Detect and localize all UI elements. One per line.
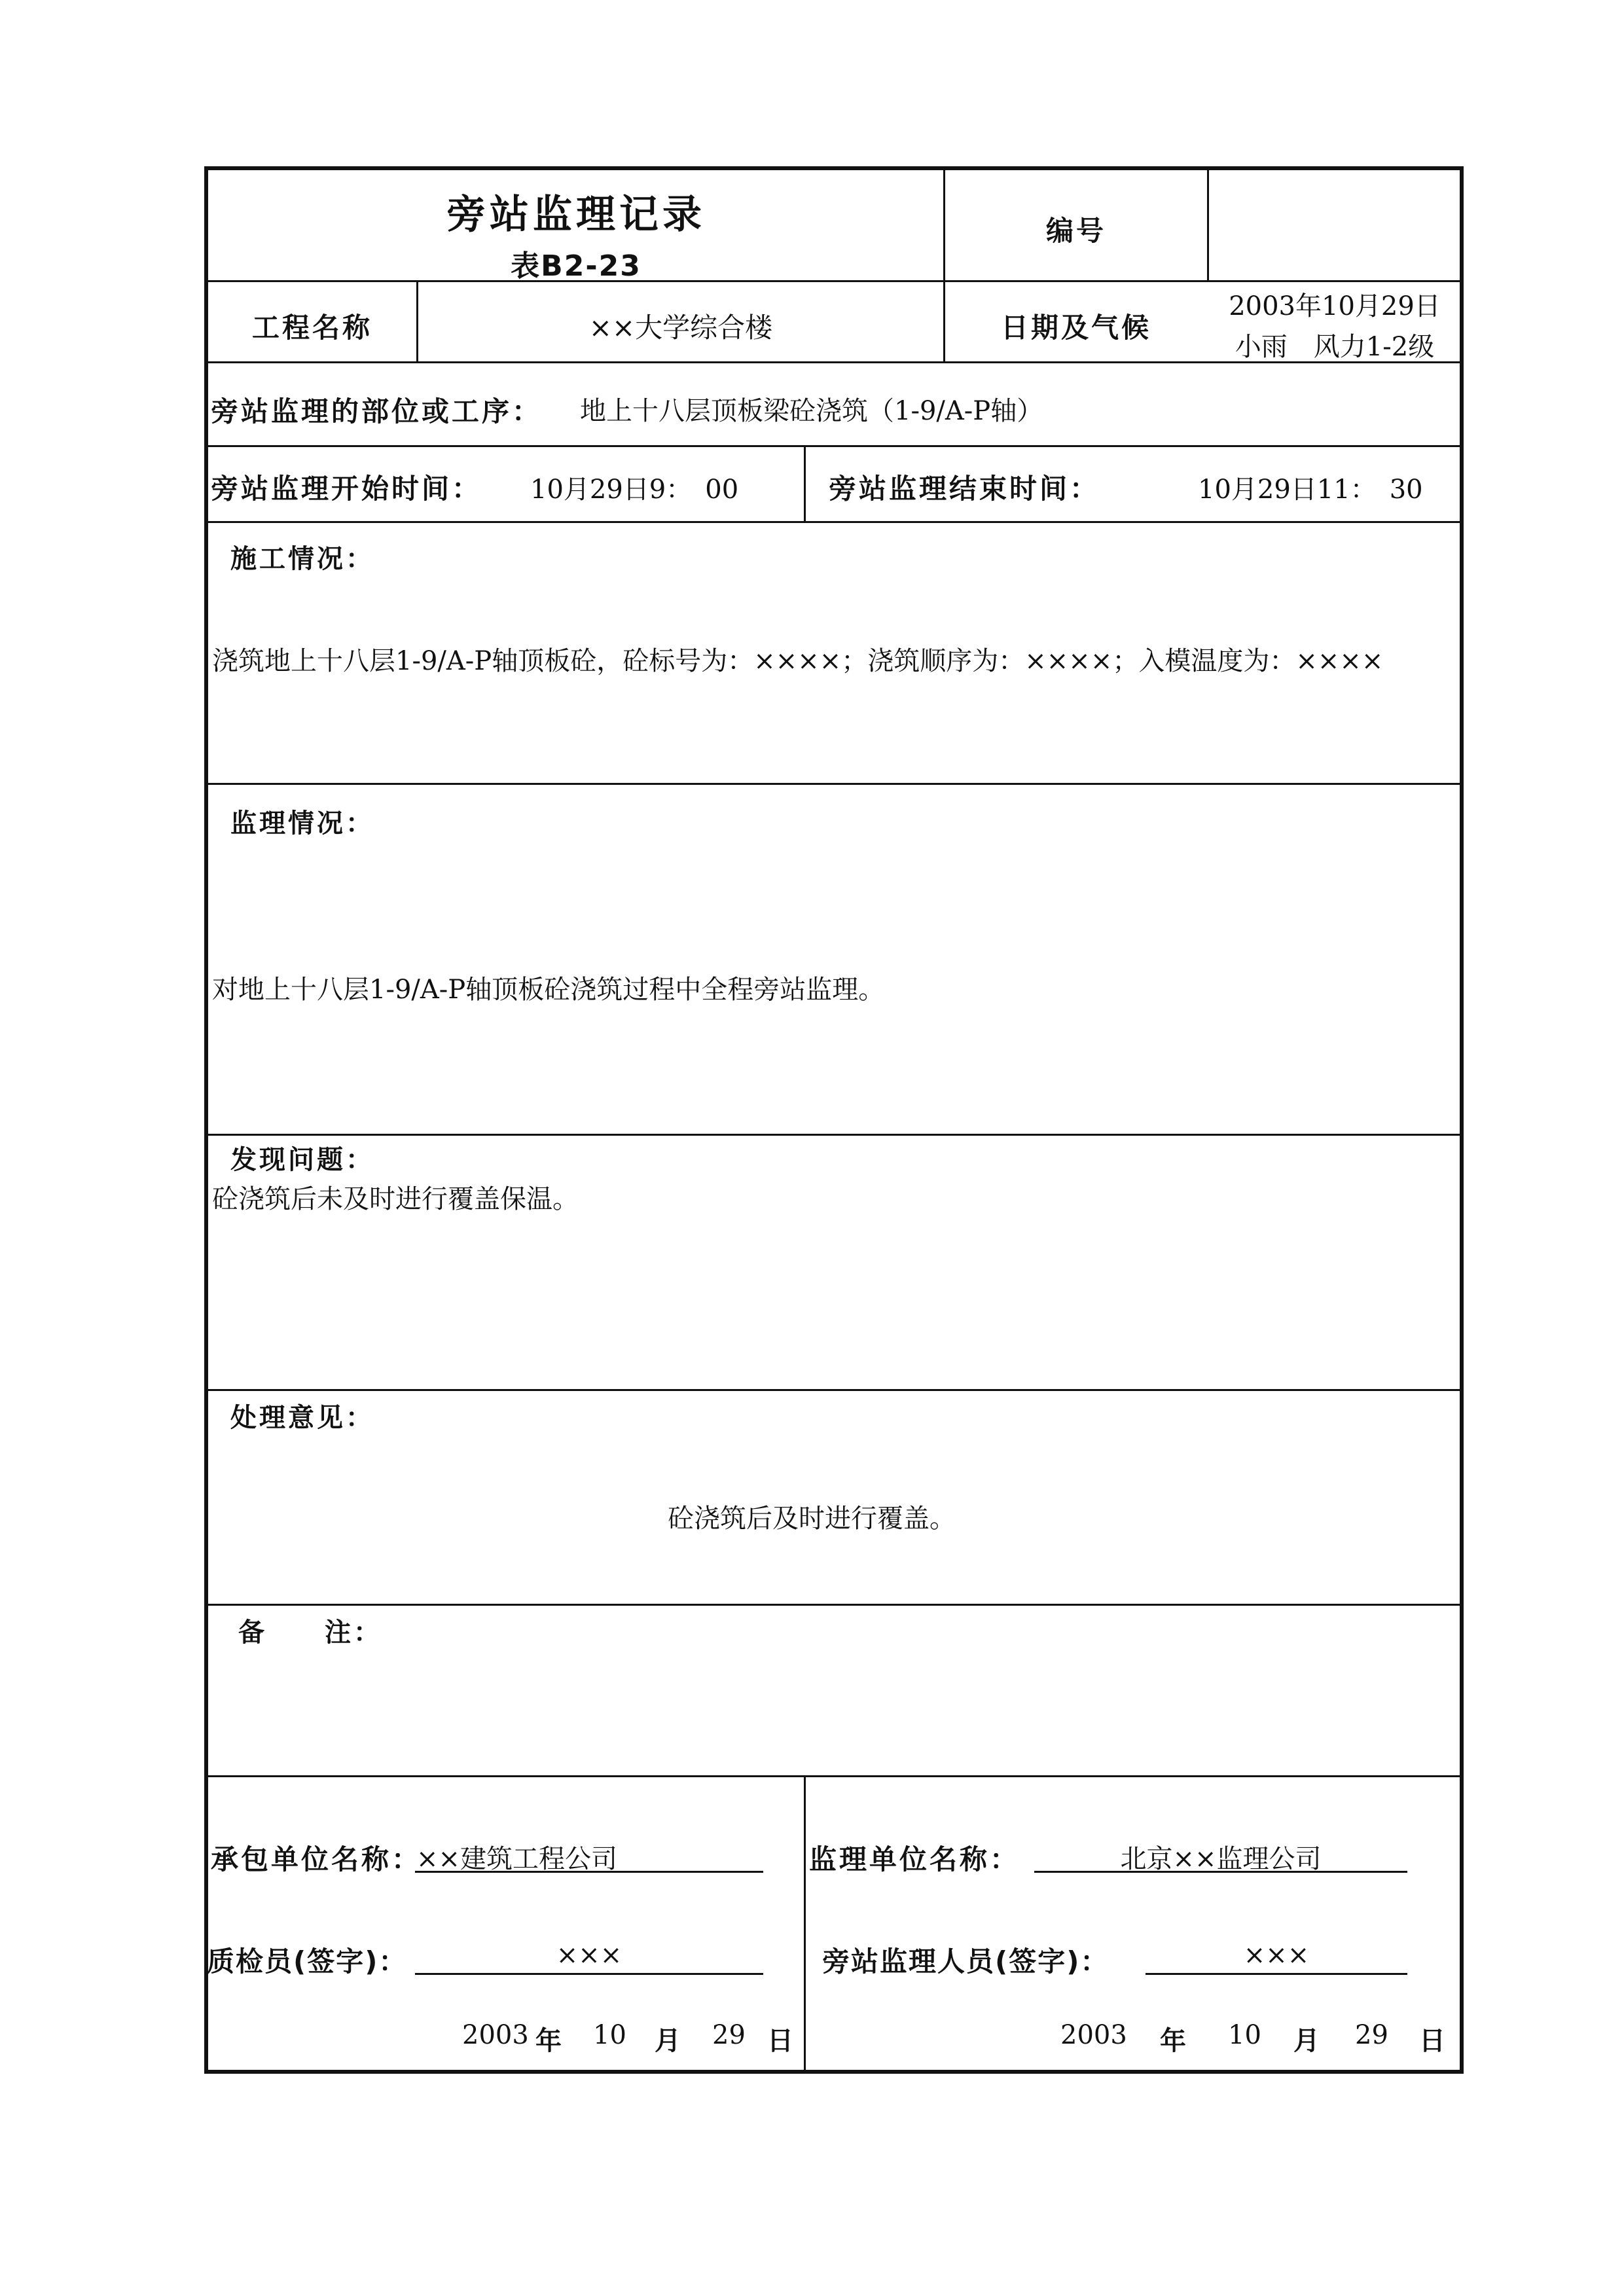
page-title: 旁站监理记录	[446, 192, 706, 238]
contractor-name-underline	[415, 1871, 763, 1873]
location-label: 旁站监理的部位或工序：	[211, 395, 543, 427]
supervisor-inspector-underline	[1146, 1973, 1407, 1975]
date-value[interactable]: 2003年10月29日	[1229, 291, 1441, 321]
col-divider	[1207, 166, 1209, 282]
form-code: 表B2-23	[511, 249, 641, 283]
project-name-value[interactable]: ××大学综合楼	[588, 312, 773, 344]
supervision-text[interactable]: 对地上十八层1-9/A-P轴顶板砼浇筑过程中全程旁站监理。	[212, 975, 885, 1005]
border-bottom	[204, 2070, 1464, 2074]
contractor-year-unit: 年	[535, 2026, 564, 2056]
supervisor-month-unit: 月	[1293, 2026, 1322, 2056]
supervisor-name-underline	[1034, 1871, 1407, 1873]
end-time-value[interactable]: 10月29日11： 30	[1198, 475, 1423, 505]
supervisor-year[interactable]: 2003	[1060, 2020, 1127, 2050]
row-divider	[204, 445, 1464, 447]
contractor-name-label: 承包单位名称：	[211, 1843, 422, 1875]
row-divider	[204, 783, 1464, 785]
contractor-day[interactable]: 29	[712, 2020, 746, 2050]
date-weather-label: 日期及气候	[1000, 312, 1151, 344]
row-divider	[204, 1134, 1464, 1136]
contractor-month[interactable]: 10	[593, 2020, 626, 2050]
project-name-label: 工程名称	[251, 312, 372, 344]
supervision-label: 监理情况：	[230, 808, 374, 839]
supervisor-month[interactable]: 10	[1228, 2020, 1261, 2050]
supervisor-inspector-label: 旁站监理人员(签字)：	[822, 1945, 1110, 1978]
row-divider	[204, 1389, 1464, 1391]
col-divider	[804, 445, 806, 523]
contractor-month-unit: 月	[655, 2026, 683, 2056]
contractor-inspector-value[interactable]: ×××	[556, 1940, 623, 1970]
supervisor-day[interactable]: 29	[1355, 2020, 1388, 2050]
contractor-inspector-underline	[415, 1973, 763, 1975]
construction-label: 施工情况：	[230, 544, 374, 574]
problems-text[interactable]: 砼浇筑后未及时进行覆盖保温。	[212, 1184, 579, 1214]
col-divider	[804, 1775, 806, 2072]
col-divider	[416, 280, 418, 363]
start-time-label: 旁站监理开始时间：	[211, 473, 482, 505]
contractor-inspector-label: 质检员(签字)：	[207, 1945, 408, 1978]
supervisor-inspector-value[interactable]: ×××	[1243, 1940, 1310, 1970]
contractor-year[interactable]: 2003	[462, 2020, 529, 2050]
remarks-label: 备 注：	[238, 1617, 382, 1648]
start-time-value[interactable]: 10月29日9： 00	[530, 475, 739, 505]
supervisor-name-value[interactable]: 北京××监理公司	[1120, 1844, 1322, 1874]
location-value[interactable]: 地上十八层顶板梁砼浇筑（1-9/A-P轴）	[580, 396, 1043, 426]
end-time-label: 旁站监理结束时间：	[829, 473, 1100, 505]
supervisor-day-unit: 日	[1419, 2026, 1448, 2056]
handling-label: 处理意见：	[230, 1403, 374, 1433]
contractor-name-value[interactable]: ××建筑工程公司	[416, 1844, 618, 1874]
row-divider	[204, 1775, 1464, 1777]
construction-text[interactable]: 浇筑地上十八层1-9/A-P轴顶板砼，砼标号为：××××；浇筑顺序为：××××；入模温度为：××××	[212, 646, 1384, 676]
border-right	[1460, 166, 1464, 2074]
supervisor-year-unit: 年	[1160, 2026, 1189, 2056]
supervisor-name-label: 监理单位名称：	[809, 1843, 1020, 1875]
weather-value[interactable]: 小雨 风力1-2级	[1235, 332, 1435, 362]
problems-label: 发现问题：	[230, 1145, 374, 1175]
row-divider	[204, 280, 1464, 282]
border-left	[204, 166, 208, 2074]
row-divider	[204, 521, 1464, 523]
number-label: 编号	[1045, 215, 1106, 247]
handling-text[interactable]: 砼浇筑后及时进行覆盖。	[668, 1504, 956, 1534]
row-divider	[204, 1604, 1464, 1606]
border-top	[204, 166, 1464, 170]
contractor-day-unit: 日	[767, 2026, 796, 2056]
